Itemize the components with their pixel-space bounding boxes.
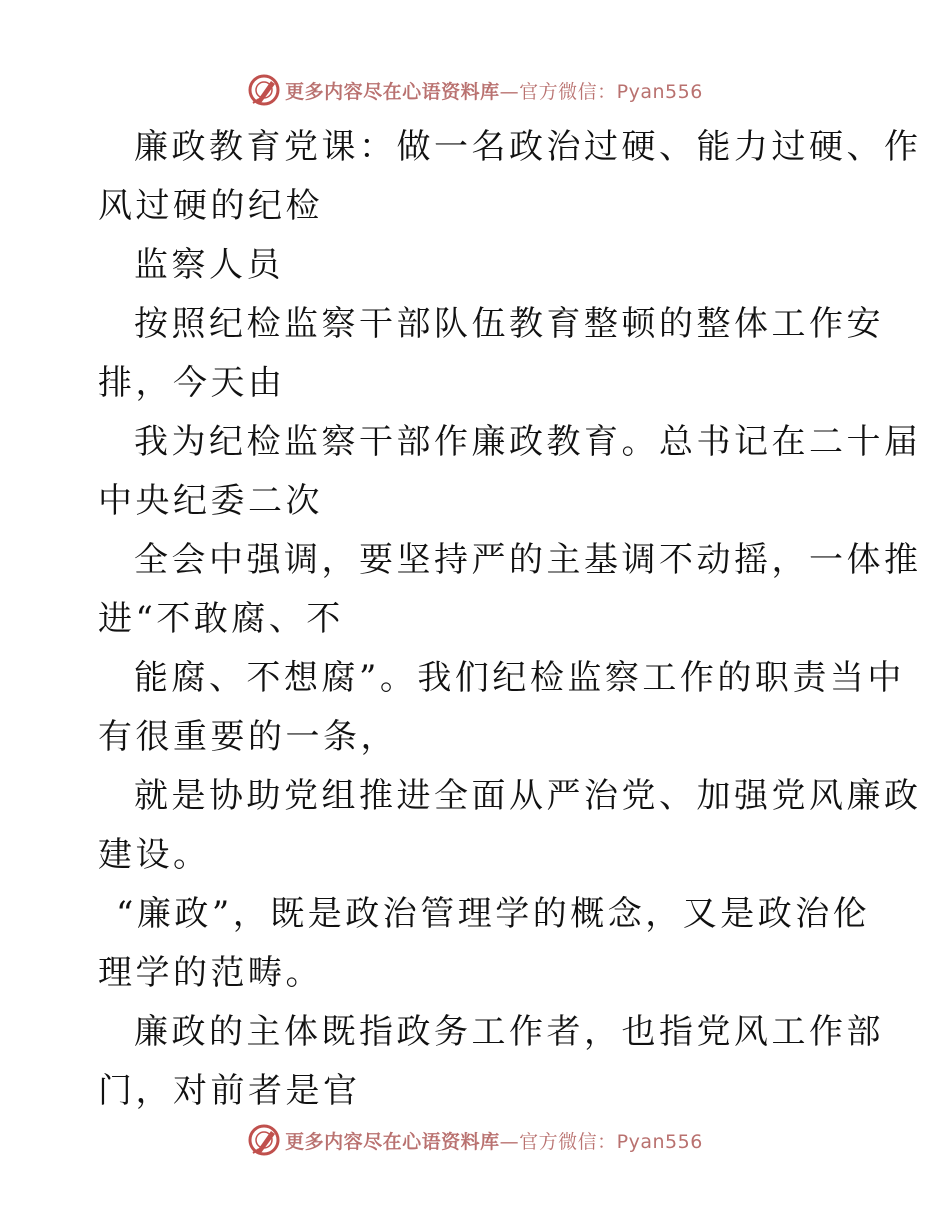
doc-line: 进“不敢腐、不 [98, 599, 344, 639]
pen-nib-logo-icon [247, 1123, 281, 1157]
pen-nib-logo-icon [247, 73, 281, 107]
doc-line: 有很重要的一条， [98, 717, 398, 757]
doc-line: 监察人员 [134, 245, 284, 285]
doc-line: 廉政的主体既指政务工作者，也指党风工作部 [134, 1012, 884, 1052]
header-watermark-banner [0, 70, 950, 110]
footer-banner-contact: 官方微信：Pyan556 [519, 1130, 703, 1153]
doc-line: 就是协助党组推进全面从严治党、加强党风廉政 [134, 776, 922, 816]
doc-line: 理学的范畴。 [98, 953, 323, 993]
document-body [98, 118, 922, 1121]
doc-line: 建设。 [98, 835, 211, 875]
doc-line: 全会中强调，要坚持严的主基调不动摇，一体推 [134, 540, 922, 580]
doc-line: “廉政”，既是政治管理学的概念，又是政治伦 [116, 894, 871, 934]
footer-banner-text [285, 1127, 703, 1154]
doc-line: 中央纪委二次 [98, 481, 323, 521]
doc-line: 能腐、不想腐”。我们纪检监察工作的职责当中 [134, 658, 905, 698]
doc-line: 门，对前者是官 [98, 1071, 361, 1111]
doc-line: 廉政教育党课：做一名政治过硬、能力过硬、作 [134, 127, 922, 167]
footer-banner-main: 更多内容尽在心语资料库 [285, 1130, 500, 1153]
doc-line: 风过硬的纪检 [98, 186, 323, 226]
doc-line: 按照纪检监察干部队伍教育整顿的整体工作安 [134, 304, 884, 344]
doc-line: 排，今天由 [98, 363, 286, 403]
doc-line: 我为纪检监察干部作廉政教育。总书记在二十届 [134, 422, 922, 462]
header-banner-main: 更多内容尽在心语资料库 [285, 80, 500, 103]
footer-watermark-banner [0, 1120, 950, 1160]
header-banner-text [285, 77, 703, 104]
footer-banner-separator: — [499, 1130, 520, 1153]
header-banner-separator: — [499, 80, 520, 103]
header-banner-contact: 官方微信：Pyan556 [519, 80, 703, 103]
